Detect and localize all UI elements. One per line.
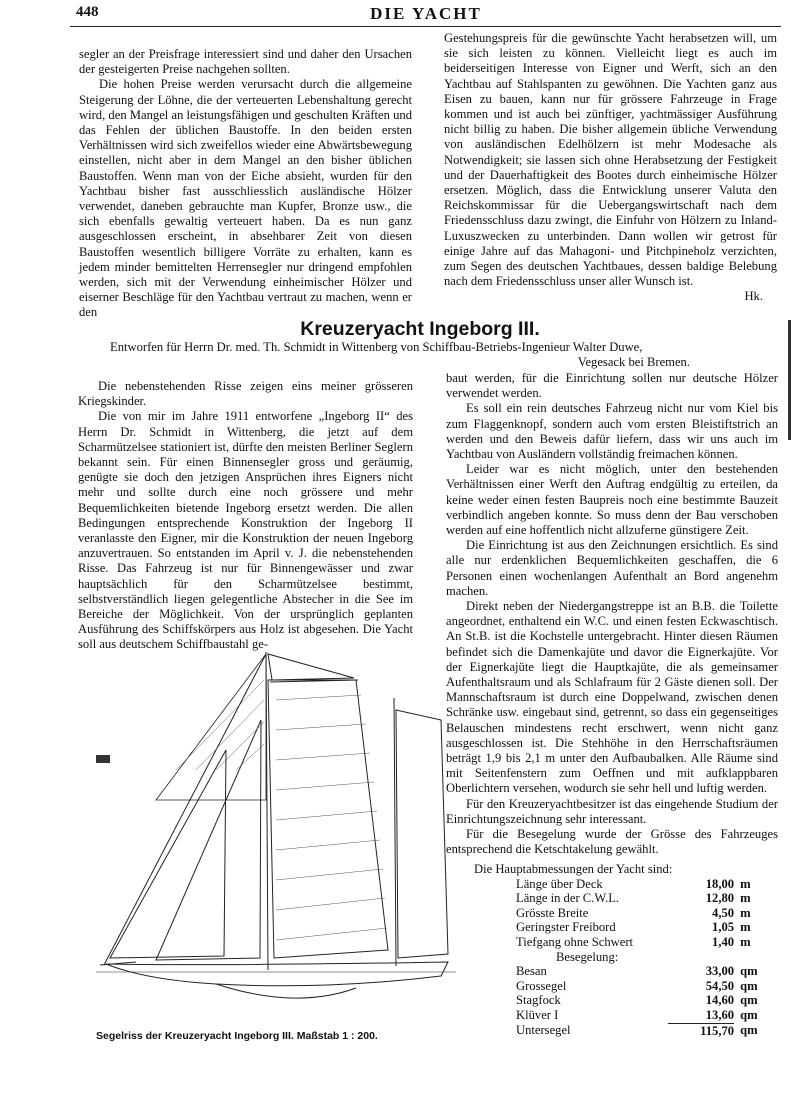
total-unit: qm bbox=[740, 1022, 758, 1037]
staysail bbox=[156, 720, 261, 960]
dimension-row bbox=[446, 877, 778, 892]
dimension-label: Länge über Deck bbox=[516, 876, 603, 891]
dimensions-table bbox=[446, 862, 778, 1038]
hull bbox=[106, 962, 448, 986]
sails-total-row bbox=[446, 1023, 778, 1039]
byline-line-2: Vegesack bei Bremen. bbox=[577, 355, 690, 369]
paragraph: baut werden, für die Einrichtung sollen nur deutsche Hölzer verwendet werden. bbox=[446, 371, 778, 401]
header-rule bbox=[70, 26, 781, 27]
total-value: 115,70 bbox=[668, 1023, 734, 1039]
mizzen-mast bbox=[394, 698, 396, 966]
paragraph: Die von mir im Jahre 1911 entworfene „Ingeborg II“ des Herrn Dr. Schmidt in Wittenberg, die jetzt auf dem Scharmützelsee stationiert ist, dürfte den meisten Berliner Seglern bekannt sein. Für einen Binnensegler gross und geräumig, genügte sie doch den jetzigen Ansprüchen ihres Eigners nicht mehr und sollte durch eine noch grössere und mehr Bequemlichkeiten bietende Ingeborg ersetzt werden. Die allen Bedingungen entsprechende Konstruktion der Ingeborg II veranlasste den Eigner, mir die Konstruktion der neuen Ingeborg anzuvertrauen. So entstanden im April v. J. die nebenstehenden Risse. Das Fahrzeug ist nur für Binnengewässer und zwar hauptsächlich für den Scharmützelsee bestimmt, selbstverständlich liegen gelegentliche Abstecher in die See im Bereiche der Möglichkeit. Von der ursprünglich geplanten Ausführung des Schiffskörpers aus Holz ist abgesehen. Die Yacht soll aus deutschem Schiffbaustahl ge- bbox=[78, 409, 413, 652]
top-right-column bbox=[444, 31, 777, 305]
dimension-unit: m bbox=[740, 934, 751, 949]
byline-line-1: Entworfen für Herrn Dr. med. Th. Schmidt in Wittenberg von Schiffbau-Betriebs-Ingenieur Walter Duwe, bbox=[110, 340, 643, 354]
sail-row bbox=[446, 993, 778, 1008]
dimension-label: Länge in der C.W.L. bbox=[516, 891, 620, 906]
dimension-row bbox=[446, 935, 778, 950]
dimension-unit: m bbox=[740, 876, 751, 891]
figure-caption: Segelriss der Kreuzeryacht Ingeborg III. Maßstab 1 : 200. bbox=[96, 1030, 378, 1042]
sail-row bbox=[446, 979, 778, 994]
jib bbox=[110, 750, 226, 958]
sail-value: 33,00 bbox=[705, 964, 735, 979]
total-label: Untersegel bbox=[516, 1022, 571, 1037]
dimension-unit: m bbox=[740, 920, 751, 935]
body-left-column bbox=[78, 379, 413, 653]
sail-unit: qm bbox=[740, 1007, 758, 1022]
flag bbox=[96, 755, 110, 763]
dimensions-rows bbox=[446, 877, 778, 950]
dimension-unit: m bbox=[740, 891, 751, 906]
dimension-value: 1,05 bbox=[712, 920, 735, 935]
paragraph: Für die Besegelung wurde der Grösse des Fahrzeuges entsprechend die Ketschtakelung gewählt. bbox=[446, 827, 778, 857]
dimension-label: Geringster Freibord bbox=[516, 920, 616, 935]
dimension-unit: m bbox=[740, 905, 751, 920]
author-initials: Hk. bbox=[744, 289, 763, 304]
paragraph: Leider war es nicht möglich, unter den bestehenden Verhältnissen einer Werft den Auftrag endgültig zu erteilen, da keine weder einen festen Baupreis noch eine bestimmte Bauzeit verbindlich angeben konnte. So muss denn der Bau verschoben werden auf eine hoffentlich nicht allzuferne günstigere Zeit. bbox=[446, 462, 778, 538]
dimension-value: 18,00 bbox=[705, 876, 735, 891]
sail-plan-figure bbox=[96, 640, 456, 1030]
sail-label: Stagfock bbox=[516, 993, 561, 1008]
page-header bbox=[76, 4, 776, 28]
sail-row bbox=[446, 964, 778, 979]
dimension-value: 1,40 bbox=[712, 934, 735, 949]
sail-value: 14,60 bbox=[705, 993, 735, 1008]
dimension-value: 12,80 bbox=[705, 891, 735, 906]
sails-rows bbox=[446, 964, 778, 1022]
dimension-label: Grösste Breite bbox=[516, 905, 589, 920]
sail-unit: qm bbox=[740, 993, 758, 1008]
paragraph: Gestehungspreis für die gewünschte Yacht herabsetzen will, um sie sich leisten zu können. Vielleicht liegt es auch im beiderseitigen Interesse von Eigner und Werft, sich an den Yachtbau auf Stahlspanten zu gewöhnen. Die Yachten ganz aus Eisen zu bauen, kann nur für grössere Fahrzeuge in Frage kommen und ist auch bei zünftiger, yachtmässiger Ausführung nicht billig zu haben. Die bisher allgemein übliche Verwendung von ausländischen Edelhölzern ist mehr Modesache als Notwendigkeit; sie lassen sich ohne Herabsetzung der Festigkeit und der Dauerhaftigkeit des Bootes durch einheimische Hölzer ersetzen. Möglich, dass die Entwicklung unserer Valuta den Reichskommissar für die Uebergangswirtschaft nach dem Friedensschluss dazu zwingt, die Einfuhr von Hölzern zu Inland-Luxuszwecken zu unterbinden. Dann wollen wir getrost für einige Jahre auf das Mahagoni- und Pitchpineholz verzichten, zum Segen des deutschen Yachtbaues, dessen baldige Belebung nach dem Friedensschluss unser aller Wunsch ist. bbox=[444, 31, 777, 289]
dimension-row bbox=[446, 920, 778, 935]
sail-label: Klüver I bbox=[516, 1007, 559, 1022]
journal-title: DIE YACHT bbox=[370, 4, 482, 23]
binding-edge bbox=[788, 320, 791, 440]
sail-label: Grossegel bbox=[516, 978, 567, 993]
paragraph: segler an der Preisfrage interessiert sind und daher den Ursachen der gesteigerten Preise nachgehen sollten. bbox=[79, 47, 412, 77]
sail-unit: qm bbox=[740, 964, 758, 979]
sail-label: Besan bbox=[516, 964, 547, 979]
article-byline bbox=[110, 340, 750, 370]
paragraph: Die nebenstehenden Risse zeigen eins meiner grösseren Kriegskinder. bbox=[78, 379, 413, 409]
fore-topsail bbox=[156, 654, 266, 800]
sail-row bbox=[446, 1008, 778, 1023]
paragraph: Die hohen Preise werden verursacht durch die allgemeine Steigerung der Löhne, die der verteuerten Lebenshaltung gerecht wird, den Mangel an leistungsfähigen und geschulten Kräften und das Fehlen der üblichen Baustoffe. In den beiden ersten Verhältnissen wird sich zweifellos wieder eine Abwärtsbewegung einstellen, nicht aber in dem Mangel an den bisher üblichen Baustoffen. Wenn man von der Eiche absieht, wurden für den Yachtbau bisher fast ausschliesslich ausländische Hölzer verwendet, daneben gebrauchte man Kupfer, Bronze usw., die sich ebenfalls gewaltig verteuert haben. Da es nun ganz ausgeschlossen erscheint, in absehbarer Zeit von diesen Baustoffen wesentlich billigere Vorräte zu erhalten, kann es jedem minder bemittelten Herrensegler nur dringend empfohlen werden, sich mit der Verwendung einheimischer Hölzer und eiserner Beschläge für den Yachtbau vertraut zu machen, wenn er den bbox=[79, 77, 412, 320]
dimension-label: Tiefgang ohne Schwert bbox=[516, 934, 634, 949]
paragraph: Für den Kreuzeryachtbesitzer ist das eingehende Studium der Einrichtungszeichnung sehr interessant. bbox=[446, 796, 778, 826]
dimension-value: 4,50 bbox=[712, 905, 735, 920]
paragraph: Es soll ein rein deutsches Fahrzeug nicht nur vom Kiel bis zum Flaggenknopf, sondern auch vom ersten Bleistiftstrich an werden und den Beweis dafür liefern, dass wir uns auch im Yachtbau von Ausländern vollständig freimachen können. bbox=[446, 401, 778, 462]
top-left-column bbox=[79, 47, 412, 321]
dimension-row bbox=[446, 891, 778, 906]
sails-heading: Besegelung: bbox=[556, 949, 619, 964]
paragraph: Direkt neben der Niedergangstreppe ist an B.B. die Toilette angeordnet, enthaltend ein W.C. und einen festen Eckwaschtisch. An St.B. ist die Kochstelle untergebracht. Hinter diesen Räumen befindet sich die Damenkajüte und davor die Eignerkajüte. Vor der Eignerkajüte liegt die Hauptkajüte, die als gemeinsamer Aufenthaltsraum und als Schlafraum für 2 Gäste dienen soll. Der Mannschaftsraum ist durch eine Doppelwand, zwischen denen Schränke usw. eingebaut sind, getrennt, so dass ein gegenseitiges Belauschen mindestens recht erschwert, wenn nicht ganz ausgeschlossen ist. Die Stehhöhe in den Herrschaftsräumen beträgt 1,9 bis 2,1 m unter den Aufbaubalken. Alle Räume sind mit Seitenfenstern zum Oeffnen und mit aufklappbaren Oberlichtern versehen, wodurch sie sehr hell und luftig werden. bbox=[446, 599, 778, 796]
sail-plan-drawing bbox=[96, 640, 456, 1030]
body-right-column bbox=[446, 371, 778, 858]
sail-value: 13,60 bbox=[705, 1007, 735, 1022]
dimension-row bbox=[446, 906, 778, 921]
mizzen-sail bbox=[396, 710, 448, 958]
paragraph: Die Einrichtung ist aus den Zeichnungen ersichtlich. Es sind alle nur erdenklichen Bequemlichkeiten geschaffen, die 6 Personen einen wochenlangen Aufenthalt an Bord angenehm machen. bbox=[446, 538, 778, 598]
sail-value: 54,50 bbox=[705, 978, 735, 993]
sail-unit: qm bbox=[740, 978, 758, 993]
page-number: 448 bbox=[76, 4, 99, 20]
article-title: Kreuzeryacht Ingeborg III. bbox=[300, 318, 540, 340]
dimensions-heading: Die Hauptabmessungen der Yacht sind: bbox=[474, 862, 673, 876]
main-topsail bbox=[268, 654, 354, 680]
